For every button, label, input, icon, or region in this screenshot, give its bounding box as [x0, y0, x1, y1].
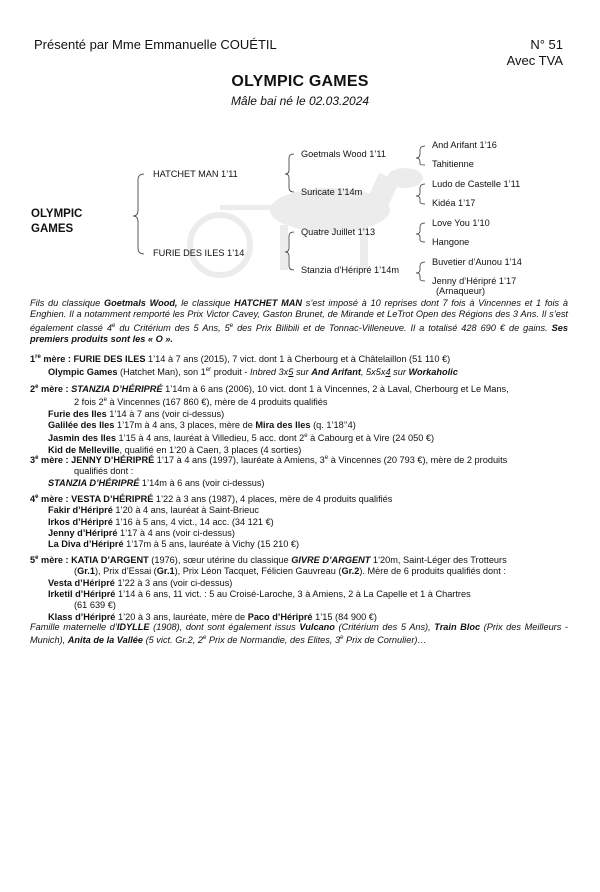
mere5-line-2: (Gr.1), Prix d’Essai (Gr.1), Prix Léon Tacquet, Félicien Gauvreau (Gr.2). Mère de 6 produits qualifiés dont : [74, 566, 506, 577]
tax-label: Avec TVA [506, 53, 563, 68]
mere2-text: 1’14m à 6 ans (2006), 10 vict. dont 1 à Vincennes, 2 à Laval, Cherbourg et Le Mans, [162, 384, 509, 395]
mere1-label: 1re mère : FURIE DES ILES [30, 354, 146, 365]
pedigree-g8-sire: (Arnaqueur) [436, 286, 486, 296]
mere3-label: 3e mère : JENNY D’HÉRIPRÉ [30, 455, 155, 466]
pedigree-sire-sire: Goetmals Wood 1’11 [301, 149, 386, 159]
intro-text: des Prix Bilibili et de Tonnac-Villeneuve. Il a totalisé 428 690 € de gains. [233, 322, 552, 333]
mere4-line: 4e mère : VESTA D’HÉRIPRÉ 1’22 à 3 ans (1987), 4 places, mère de 4 produits qualifiés [30, 494, 393, 505]
pedigree-g4: Kidéa 1’17 [432, 198, 476, 208]
pedigree-g5: Love You 1’10 [432, 218, 490, 228]
section-mere-5 [30, 553, 568, 623]
mere2-label: 2e mère : STANZIA D’HÉRIPRÉ [30, 384, 163, 395]
mere3-line-2: qualifiés dont : [74, 466, 134, 477]
pedigree-g7: Buvetier d’Aunou 1’14 [432, 257, 522, 267]
intro-text: du Critérium des 5 Ans, 5 [115, 322, 230, 333]
pedigree-lines [0, 0, 600, 300]
pedigree-g1: And Arifant 1’16 [432, 140, 497, 150]
pedigree-g2: Tahitienne [432, 159, 474, 169]
section-mere-3 [30, 453, 568, 489]
horse-subtitle: Mâle bai né le 02.03.2024 [230, 94, 370, 108]
mere4-product: Irkos d’Héripré 1’16 à 5 ans, 4 vict., 14 acc. (34 121 €) [48, 516, 274, 527]
mere2-line-2: 2 fois 2e à Vincennes (167 860 €), mère de 4 produits qualifiés [74, 397, 328, 408]
intro-bold: Ses premiers produits sont les « O ». [30, 322, 568, 344]
pedigree-g3: Ludo de Castelle 1’11 [432, 179, 521, 189]
mere2-product: Furie des Iles 1’14 à 7 ans (voir ci-dessus) [48, 408, 225, 419]
famille-paragraph: Famille maternelle d’IDYLLE (1908), dont sont également issus Vulcano (Critérium des 5 Ans), Train Bloc (Prix des Meilleurs - Munich), Anita de la Vallée (5 vict. Gr.2, 2e Prix de Normandie, des Elites, 3e Prix de Cornulier)… [30, 622, 568, 646]
intro-bold: HATCHET MAN [234, 298, 302, 308]
intro-sup: e [112, 322, 116, 329]
mere4-product: Fakir d’Héripré 1’20 à 4 ans, lauréat à Saint-Brieuc [48, 505, 259, 516]
mere1-product-name: Olympic Games [48, 367, 118, 378]
pedigree-g8-name: Jenny d’Héripré 1’17 [432, 276, 517, 286]
presenter-text: Présenté par Mme Emmanuelle COUÉTIL [34, 37, 277, 52]
mere2-product: Jasmin des Iles 1’15 à 4 ans, lauréat à Villedieu, 5 acc. dont 2e à Cabourg et à Vire (24 050 €) [48, 433, 435, 444]
mere5-line: 5e mère : KATIA D’ARGENT (1976), sœur utérine du classique GIVRE D’ARGENT 1’20m, Saint-Léger des Trotteurs [30, 555, 507, 566]
mere1-line [30, 352, 568, 365]
mere4-product: La Diva d’Héripré 1’17m à 5 ans, lauréate à Vichy (15 210 €) [48, 539, 300, 550]
intro-text: s’est imposé à 10 reprises dont 7 fois à Vincennes et 1 fois à Enghien. Il a notamment remporté les Prix Victor Cavey, Gaston Brunet, de Mirande et LeTrot Open des Régions des 3 Ans. Il s’est également classé 4 [30, 298, 568, 333]
mere2-product: Kid de Melleville, qualifié en 1’20 à Caen, 3 places (4 sorties) [48, 444, 302, 455]
mere2-line [30, 382, 568, 395]
pedigree-subject [31, 207, 82, 237]
intro-text: le classique [177, 298, 235, 308]
pedigree-g6: Hangone [432, 237, 470, 247]
pedigree-dam: FURIE DES ILES 1’14 [153, 248, 245, 258]
pedigree-g8 [432, 276, 516, 296]
mere1-text: 1’14 à 7 ans (2015), 7 vict. dont 1 à Cherbourg et à Châtelaillon (51 110 €) [145, 354, 451, 365]
section-mere-2 [30, 382, 568, 456]
mere2-product: Galilée des Iles 1’17m à 4 ans, 3 places, mère de Mira des Iles (q. 1’18’’4) [48, 420, 356, 431]
mere5-product-cont: (61 639 €) [74, 600, 116, 611]
mere5-product: Klass d’Héripré 1’20 à 3 ans, lauréate, mère de Paco d’Héripré 1’15 (84 900 €) [48, 611, 377, 622]
intro-paragraph [30, 298, 568, 345]
mere1-product: Olympic Games (Hatchet Man), son 1er produit - Inbred 3x5 sur And Arifant, 5x5x4 sur Workaholic [48, 367, 458, 378]
lot-number: N° 51 [530, 37, 563, 52]
pedigree-subject-line1: OLYMPIC [31, 208, 83, 220]
mere5-label: 5e mère : KATIA D’ARGENT [30, 555, 149, 566]
pedigree-dam-sire: Quatre Juillet 1’13 [301, 227, 376, 237]
mere4-product: Jenny d’Héripré 1’17 à 4 ans (voir ci-dessus) [48, 527, 235, 538]
mere5-product: Vesta d’Héripré 1’22 à 3 ans (voir ci-dessus) [48, 577, 233, 588]
mere5-product: Irketil d’Héripré 1’14 à 6 ans, 11 vict. : 5 au Croisé-Laroche, 3 à Amiens, 2 à La Capelle et 1 à Chartres [48, 588, 471, 599]
intro-text: Fils du classique [30, 298, 104, 308]
section-mere-4 [30, 492, 568, 551]
horse-title: OLYMPIC GAMES [231, 73, 369, 90]
pedigree-dam-dam: Stanzia d’Héripré 1’14m [301, 265, 400, 275]
intro-sup: e [229, 322, 234, 329]
mere4-label: 4e mère : VESTA D’HÉRIPRÉ [30, 494, 154, 505]
mere3-line: 3e mère : JENNY D’HÉRIPRÉ 1’17 à 4 ans (1997), lauréate à Amiens, 3e à Vincennes (20 793 €), mère de 2 produits [30, 455, 508, 466]
pedigree-sire: HATCHET MAN 1’11 [153, 169, 238, 179]
intro-bold: Goetmals Wood, [104, 298, 178, 308]
pedigree-subject-line2: GAMES [31, 223, 74, 235]
section-mere-1 [30, 352, 568, 379]
pedigree-sire-dam: Suricate 1’14m [301, 187, 363, 197]
mere3-product: STANZIA D’HÉRIPRÉ 1’14m à 6 ans (voir ci-dessus) [48, 477, 265, 488]
